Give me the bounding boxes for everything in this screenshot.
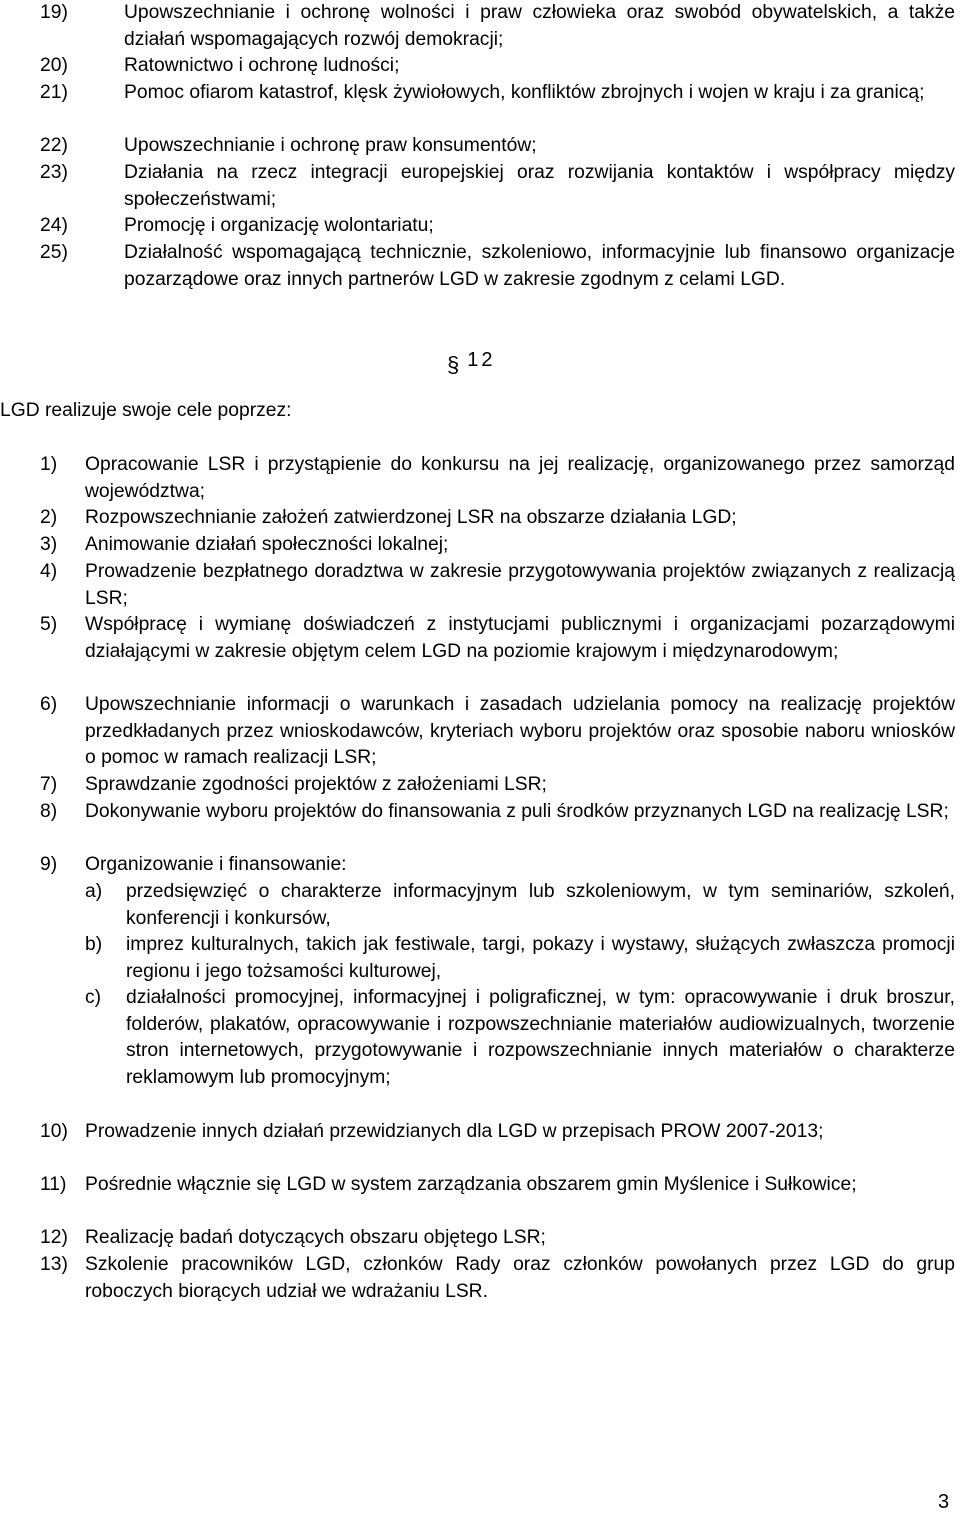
- item-text: Prowadzenie innych działań przewidzianych dla LGD w przepisach PROW 2007-2013;: [85, 1121, 824, 1142]
- section-heading: [447, 346, 496, 377]
- list-item: [40, 133, 955, 160]
- item-text: Upowszechnianie i ochronę praw konsumentów;: [124, 135, 537, 156]
- list-item: [40, 213, 955, 240]
- list-item: [40, 559, 955, 612]
- item-number: 6): [40, 694, 58, 715]
- item-text: Upowszechnianie i ochronę wolności i praw człowieka oraz swobód obywatelskich, a także działań wspomagających rozwój demokracji;: [124, 2, 955, 50]
- item-text: Dokonywanie wyboru projektów do finansowania z puli środków przyznanych LGD na realizację LSR;: [85, 801, 949, 822]
- item-text: Pomoc ofiarom katastrof, klęsk żywiołowych, konfliktów zbrojnych i wojen w kraju i za granicą;: [124, 82, 925, 103]
- item-text: Organizowanie i finansowanie:: [85, 854, 347, 875]
- list-item: [40, 240, 955, 293]
- item-text: imprez kulturalnych, takich jak festiwale, targi, pokazy i wystawy, służących zwłaszcza promocji regionu i jego tożsamości kulturowej,: [126, 934, 955, 982]
- item-letter: c): [85, 987, 102, 1008]
- list-item: [40, 53, 955, 80]
- list-item: [40, 799, 955, 826]
- item-number: 2): [40, 507, 58, 528]
- list-item: [40, 1252, 955, 1305]
- item-number: 19): [40, 2, 68, 23]
- intro-text: LGD realizuje swoje cele poprzez:: [0, 400, 292, 421]
- item-text: Współpracę i wymianę doświadczeń z instytucjami publicznymi i organizacjami pozarządowymi działającymi w zakresie objętym celem LGD na poziomie krajowym i międzynarodowym;: [85, 614, 955, 662]
- sub-list-item: [85, 985, 955, 1091]
- list-item: [40, 160, 955, 213]
- item-number: 7): [40, 774, 58, 795]
- item-number: 10): [40, 1121, 68, 1142]
- list-item: [40, 452, 955, 505]
- item-text: Realizację badań dotyczących obszaru objętego LSR;: [85, 1227, 546, 1248]
- item-text: Ratownictwo i ochronę ludności;: [124, 55, 400, 76]
- item-number: 3): [40, 534, 58, 555]
- list-item: [40, 1225, 955, 1252]
- list-item: [40, 505, 955, 532]
- list-item: [40, 852, 955, 879]
- item-number: 23): [40, 162, 68, 183]
- item-number: 5): [40, 614, 58, 635]
- item-text: Pośrednie włącznie się LGD w system zarządzania obszarem gmin Myślenice i Sułkowice;: [85, 1174, 857, 1195]
- section-number: 12: [467, 349, 496, 371]
- item-number: 11): [40, 1174, 67, 1195]
- item-number: 20): [40, 55, 68, 76]
- item-number: 21): [40, 82, 68, 103]
- item-letter: b): [85, 934, 103, 955]
- item-text: Promocję i organizację wolontariatu;: [124, 215, 434, 236]
- item-letter: a): [85, 881, 103, 902]
- item-text: Animowanie działań społeczności lokalnej;: [85, 534, 449, 555]
- sub-list-item: [85, 879, 955, 932]
- item-number: 9): [40, 854, 58, 875]
- list-item: [40, 612, 955, 665]
- item-number: 13): [40, 1254, 68, 1275]
- list-item: [40, 692, 955, 772]
- item-number: 22): [40, 135, 68, 156]
- item-text: Działalność wspomagającą technicznie, szkoleniowo, informacyjnie lub finansowo organizacje pozarządowe oraz innych partnerów LGD w zakresie zgodnym z celami LGD.: [124, 242, 955, 290]
- item-text: Rozpowszechnianie założeń zatwierdzonej LSR na obszarze działania LGD;: [85, 507, 737, 528]
- section-sign: §: [447, 352, 460, 377]
- item-text: Prowadzenie bezpłatnego doradztwa w zakresie przygotowywania projektów związanych z realizacją LSR;: [85, 561, 955, 609]
- sub-list-item: [85, 932, 955, 985]
- item-number: 4): [40, 561, 58, 582]
- list-item: [40, 772, 955, 799]
- item-text: przedsięwzięć o charakterze informacyjnym lub szkoleniowym, w tym seminariów, szkoleń, konferencji i konkursów,: [126, 881, 955, 929]
- list-item: [40, 1172, 955, 1199]
- item-number: 1): [40, 454, 58, 475]
- list-item: [40, 80, 955, 107]
- item-number: 8): [40, 801, 58, 822]
- item-text: Szkolenie pracowników LGD, członków Rady oraz członków powołanych przez LGD do grup roboczych biorących udział we wdrażaniu LSR.: [85, 1254, 955, 1302]
- item-text: Upowszechnianie informacji o warunkach i zasadach udzielania pomocy na realizację projektów przedkładanych przez wnioskodawców, kryteriach wyboru projektów oraz sposobie naboru wniosków o pomoc w ramach realizacji LSR;: [85, 694, 955, 769]
- page-number: 3: [938, 1491, 950, 1513]
- list-item: [40, 0, 955, 53]
- list-item: [40, 1119, 955, 1146]
- item-text: działalności promocyjnej, informacyjnej i poligraficznej, w tym: opracowywanie i druk broszur, folderów, plakatów, opracowywanie i rozpowszechnianie materiałów audiowizualnych, tworzenie stron internetowych, przygotowywanie i rozpowszechnianie innych materiałów o charakterze reklamowym lub promocyjnym;: [126, 987, 955, 1088]
- item-text: Sprawdzanie zgodności projektów z założeniami LSR;: [85, 774, 547, 795]
- item-number: 12): [40, 1227, 68, 1248]
- item-number: 24): [40, 215, 68, 236]
- item-number: 25): [40, 242, 68, 263]
- item-text: Działania na rzecz integracji europejskiej oraz rozwijania kontaktów i współpracy między społeczeństwami;: [124, 162, 955, 210]
- item-text: Opracowanie LSR i przystąpienie do konkursu na jej realizację, organizowanego przez samorząd województwa;: [85, 454, 955, 502]
- list-item: [40, 532, 955, 559]
